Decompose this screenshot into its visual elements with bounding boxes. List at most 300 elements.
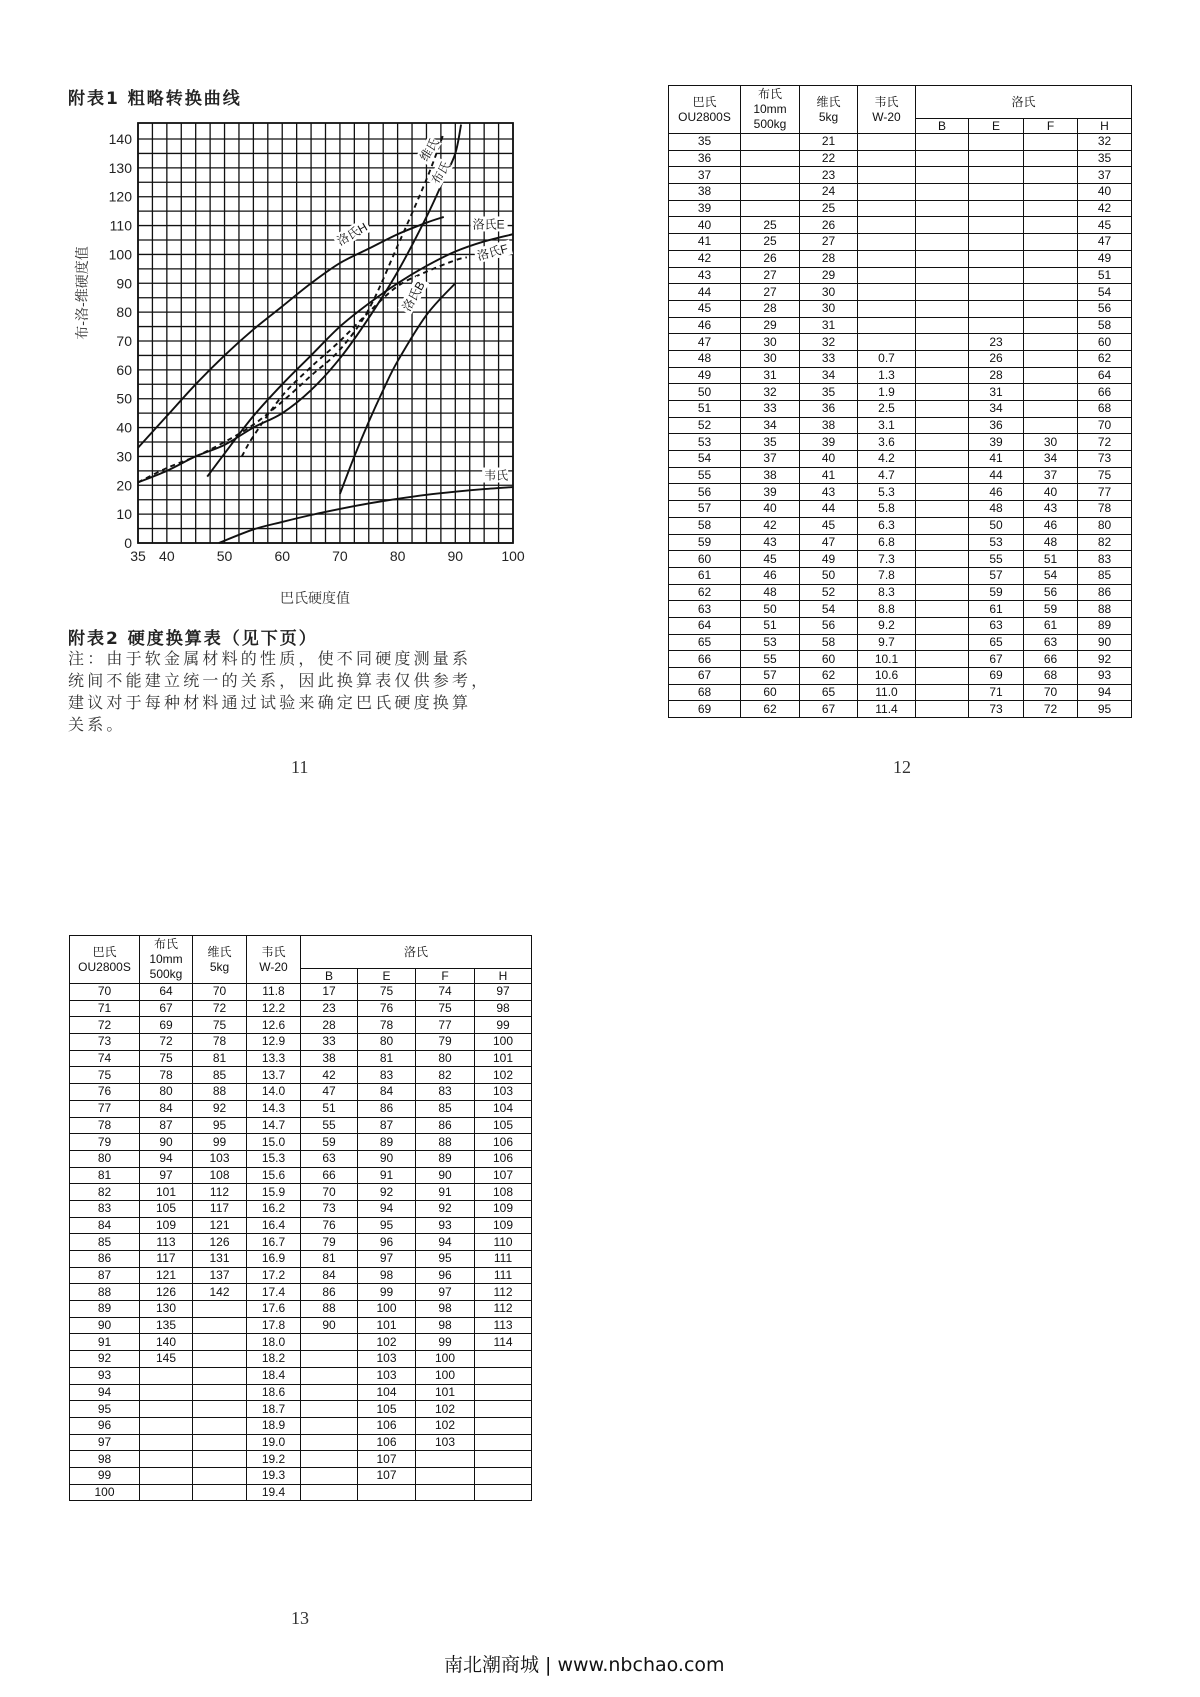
table-cell: 80: [140, 1084, 193, 1101]
table-cell: 96: [70, 1417, 140, 1434]
table-cell: 27: [741, 267, 800, 284]
table-row: [70, 1050, 532, 1067]
table-row: [669, 367, 1132, 384]
table-cell: [475, 1351, 532, 1368]
header-rockwell-e: E: [969, 119, 1024, 134]
table-cell: 98: [416, 1317, 475, 1334]
table-cell: 11.4: [858, 701, 916, 718]
table-cell: 71: [969, 684, 1024, 701]
table-cell: [193, 1367, 247, 1384]
table-cell: 68: [1024, 668, 1078, 685]
table-row: [70, 1134, 532, 1151]
table-cell: 94: [1078, 684, 1132, 701]
table-cell: 86: [70, 1251, 140, 1268]
table-cell: 78: [1078, 501, 1132, 518]
table-cell: 71: [70, 1000, 140, 1017]
table-cell: 16.2: [247, 1200, 301, 1217]
table-cell: 88: [193, 1084, 247, 1101]
table-cell: [140, 1384, 193, 1401]
table-cell: 99: [416, 1334, 475, 1351]
table-cell: 0.7: [858, 350, 916, 367]
table-cell: 50: [800, 567, 858, 584]
table-cell: 40: [741, 501, 800, 518]
table-cell: [969, 217, 1024, 234]
table-cell: [969, 200, 1024, 217]
note-line: 关系。: [68, 715, 126, 734]
table-cell: 102: [358, 1334, 416, 1351]
table-row: [669, 300, 1132, 317]
y-tick-label: 100: [108, 246, 132, 263]
table-cell: 103: [358, 1367, 416, 1384]
table-cell: 59: [301, 1134, 358, 1151]
x-axis-label: 巴氏硬度值: [280, 591, 350, 607]
table-cell: [1024, 184, 1078, 201]
table-cell: [193, 1467, 247, 1484]
table-cell: [193, 1451, 247, 1468]
table-row: [70, 1301, 532, 1318]
table-row: [669, 601, 1132, 618]
table-cell: [858, 167, 916, 184]
table-row: [70, 1451, 532, 1468]
table-cell: 112: [475, 1301, 532, 1318]
table-cell: 70: [193, 984, 247, 1001]
table-cell: 96: [416, 1267, 475, 1284]
header-rockwell-h: H: [475, 969, 532, 984]
table-cell: 9.7: [858, 634, 916, 651]
table-cell: 102: [416, 1417, 475, 1434]
table-title: 附表2 硬度换算表（见下页）: [68, 629, 318, 649]
table-cell: [916, 551, 969, 568]
table-row: [70, 1184, 532, 1201]
table-cell: 126: [193, 1234, 247, 1251]
x-tick-label: 35: [130, 548, 146, 564]
table-cell: [916, 384, 969, 401]
table-row: [669, 334, 1132, 351]
table-cell: [193, 1484, 247, 1501]
table-cell: 40: [1078, 184, 1132, 201]
table-cell: 80: [1078, 517, 1132, 534]
table-cell: 49: [669, 367, 741, 384]
table-cell: 78: [140, 1067, 193, 1084]
table-cell: 47: [301, 1084, 358, 1101]
table-cell: 88: [70, 1284, 140, 1301]
table-cell: 39: [969, 434, 1024, 451]
table-cell: [140, 1417, 193, 1434]
table-cell: [916, 401, 969, 418]
table-cell: 51: [1078, 267, 1132, 284]
table-cell: 70: [1078, 417, 1132, 434]
table-cell: 111: [475, 1251, 532, 1268]
table-cell: [916, 284, 969, 301]
table-cell: 80: [70, 1150, 140, 1167]
table-row: [669, 434, 1132, 451]
table-cell: 98: [70, 1451, 140, 1468]
table-cell: 92: [1078, 651, 1132, 668]
table-cell: 6.3: [858, 517, 916, 534]
table-cell: 86: [301, 1284, 358, 1301]
table-cell: [916, 417, 969, 434]
table-cell: 89: [416, 1150, 475, 1167]
table-cell: 101: [416, 1384, 475, 1401]
table-cell: 81: [358, 1050, 416, 1067]
table-row: [669, 217, 1132, 234]
table-cell: 68: [1078, 401, 1132, 418]
table-cell: 84: [358, 1084, 416, 1101]
table-cell: 68: [669, 684, 741, 701]
table-cell: 91: [416, 1184, 475, 1201]
table-cell: 92: [358, 1184, 416, 1201]
table-cell: 14.0: [247, 1084, 301, 1101]
table-cell: 16.9: [247, 1251, 301, 1268]
table-row: [70, 1334, 532, 1351]
table-cell: 92: [193, 1100, 247, 1117]
table-row: [669, 250, 1132, 267]
table-cell: 3.6: [858, 434, 916, 451]
table-cell: 67: [969, 651, 1024, 668]
table-cell: 100: [475, 1034, 532, 1051]
table-cell: 62: [669, 584, 741, 601]
table-row: [70, 1000, 532, 1017]
table-cell: 7.8: [858, 567, 916, 584]
table-cell: 61: [969, 601, 1024, 618]
table-cell: 75: [358, 984, 416, 1001]
table-cell: 10.1: [858, 651, 916, 668]
table-cell: 70: [70, 984, 140, 1001]
table-row: [669, 584, 1132, 601]
table-cell: [969, 184, 1024, 201]
table-cell: 85: [70, 1234, 140, 1251]
table-cell: 69: [969, 668, 1024, 685]
table-row: [669, 167, 1132, 184]
table-cell: 45: [669, 300, 741, 317]
table-cell: [416, 1484, 475, 1501]
table-cell: 90: [416, 1167, 475, 1184]
table-cell: 42: [669, 250, 741, 267]
table-cell: 52: [669, 417, 741, 434]
table-cell: 87: [140, 1117, 193, 1134]
table-cell: [1024, 217, 1078, 234]
y-tick-label: 30: [116, 448, 132, 465]
table-cell: [140, 1484, 193, 1501]
table-cell: 50: [969, 517, 1024, 534]
table-cell: 97: [416, 1284, 475, 1301]
table-cell: 54: [669, 451, 741, 468]
table-cell: [741, 167, 800, 184]
table-row: [669, 384, 1132, 401]
table-cell: 44: [800, 501, 858, 518]
table-row: [669, 150, 1132, 167]
table-row: [70, 1017, 532, 1034]
table-cell: 83: [70, 1200, 140, 1217]
table-cell: 49: [800, 551, 858, 568]
table-cell: 49: [1078, 250, 1132, 267]
table-cell: 75: [193, 1017, 247, 1034]
table-cell: 35: [1078, 150, 1132, 167]
table-cell: [1024, 200, 1078, 217]
table-cell: 61: [669, 567, 741, 584]
table-cell: 84: [301, 1267, 358, 1284]
table-cell: 117: [193, 1200, 247, 1217]
table-cell: 106: [358, 1434, 416, 1451]
table-cell: 35: [800, 384, 858, 401]
table-cell: [140, 1434, 193, 1451]
table-cell: 57: [669, 501, 741, 518]
table-cell: 43: [669, 267, 741, 284]
table-cell: 93: [70, 1367, 140, 1384]
table-cell: 39: [800, 434, 858, 451]
table-cell: 93: [1078, 668, 1132, 685]
table-cell: 100: [358, 1301, 416, 1318]
table-cell: 77: [70, 1100, 140, 1117]
x-tick-label: 100: [501, 548, 525, 564]
table-cell: 109: [475, 1200, 532, 1217]
table-cell: 107: [358, 1467, 416, 1484]
table-cell: [858, 334, 916, 351]
table-cell: 72: [140, 1034, 193, 1051]
table-cell: 100: [70, 1484, 140, 1501]
table-row: [669, 284, 1132, 301]
table-cell: 38: [741, 467, 800, 484]
table-cell: 40: [800, 451, 858, 468]
table-cell: 24: [800, 184, 858, 201]
table-cell: 31: [741, 367, 800, 384]
table-cell: [475, 1367, 532, 1384]
table-cell: 48: [969, 501, 1024, 518]
table-cell: 72: [1024, 701, 1078, 718]
table-cell: 31: [800, 317, 858, 334]
table-cell: 18.9: [247, 1417, 301, 1434]
table-cell: 70: [301, 1184, 358, 1201]
table-cell: 55: [669, 467, 741, 484]
table-cell: 112: [193, 1184, 247, 1201]
table-cell: 29: [800, 267, 858, 284]
table-cell: 95: [358, 1217, 416, 1234]
table-cell: [193, 1417, 247, 1434]
y-tick-label: 50: [116, 390, 132, 407]
table-cell: 37: [669, 167, 741, 184]
table-cell: 121: [193, 1217, 247, 1234]
table-cell: 102: [475, 1067, 532, 1084]
table-cell: 121: [140, 1267, 193, 1284]
table-cell: 105: [475, 1117, 532, 1134]
table-cell: 72: [1078, 434, 1132, 451]
table-cell: 59: [969, 584, 1024, 601]
table-cell: [140, 1367, 193, 1384]
table-row: [669, 417, 1132, 434]
conversion-table-page-13: [69, 935, 532, 1501]
table-cell: 14.3: [247, 1100, 301, 1117]
table-cell: 106: [475, 1134, 532, 1151]
table-cell: 140: [140, 1334, 193, 1351]
table-cell: [1024, 250, 1078, 267]
table-cell: [916, 701, 969, 718]
table-row: [70, 984, 532, 1001]
table-cell: 51: [741, 617, 800, 634]
table-cell: [1024, 267, 1078, 284]
table-cell: [858, 300, 916, 317]
table-cell: [301, 1484, 358, 1501]
table-cell: [969, 267, 1024, 284]
table-cell: 69: [140, 1017, 193, 1034]
table-cell: [858, 267, 916, 284]
table-cell: 60: [1078, 334, 1132, 351]
table-cell: 18.2: [247, 1351, 301, 1368]
table-cell: 65: [669, 634, 741, 651]
table-cell: [916, 451, 969, 468]
table-cell: 73: [969, 701, 1024, 718]
table-cell: 6.8: [858, 534, 916, 551]
table-row: [669, 184, 1132, 201]
table-cell: 98: [475, 1000, 532, 1017]
table-cell: 79: [416, 1034, 475, 1051]
table-cell: 33: [301, 1034, 358, 1051]
table-cell: 84: [70, 1217, 140, 1234]
table-cell: [858, 284, 916, 301]
table-cell: 90: [70, 1317, 140, 1334]
table-row: [669, 668, 1132, 685]
table-cell: [301, 1334, 358, 1351]
table-cell: 65: [800, 684, 858, 701]
note-line: 统间不能建立统一的关系，因此换算表仅供参考，: [68, 671, 491, 690]
x-tick-label: 60: [274, 548, 291, 564]
table-cell: 99: [193, 1134, 247, 1151]
table-cell: 56: [1078, 300, 1132, 317]
table-cell: [193, 1434, 247, 1451]
table-cell: [1024, 317, 1078, 334]
table-cell: 66: [669, 651, 741, 668]
table-cell: 30: [741, 350, 800, 367]
table-cell: 19.4: [247, 1484, 301, 1501]
header-brinell: 布氏 10mm 500kg: [140, 936, 193, 984]
table-cell: 5.8: [858, 501, 916, 518]
table-cell: 16.7: [247, 1234, 301, 1251]
table-cell: 64: [1078, 367, 1132, 384]
header-rockwell-f: F: [1024, 119, 1078, 134]
table-cell: 54: [1024, 567, 1078, 584]
header-rockwell-e: E: [358, 969, 416, 984]
y-tick-label: 90: [116, 275, 132, 292]
table-cell: [301, 1367, 358, 1384]
table-cell: 17.6: [247, 1301, 301, 1318]
table-cell: 53: [741, 634, 800, 651]
table-cell: 55: [741, 651, 800, 668]
table-cell: 85: [416, 1100, 475, 1117]
table-cell: 73: [70, 1034, 140, 1051]
table-cell: [1024, 367, 1078, 384]
x-tick-label: 80: [389, 548, 406, 564]
table-cell: 34: [1024, 451, 1078, 468]
table-cell: 38: [301, 1050, 358, 1067]
table-cell: 75: [140, 1050, 193, 1067]
table-cell: 100: [416, 1367, 475, 1384]
table-cell: [916, 668, 969, 685]
table-cell: 79: [301, 1234, 358, 1251]
table-cell: 42: [1078, 200, 1132, 217]
table-cell: 75: [416, 1000, 475, 1017]
table-row: [70, 1484, 532, 1501]
y-tick-label: 140: [108, 131, 132, 147]
table-cell: 67: [669, 668, 741, 685]
table-cell: 108: [475, 1184, 532, 1201]
table-row: [70, 1284, 532, 1301]
header-webster: 韦氏 W-20: [247, 936, 301, 984]
table-cell: 1.3: [858, 367, 916, 384]
table-row: [669, 401, 1132, 418]
chart-title: 附表1 粗略转换曲线: [68, 89, 242, 109]
table-cell: 40: [1024, 484, 1078, 501]
table-cell: 76: [70, 1084, 140, 1101]
table-cell: 8.3: [858, 584, 916, 601]
table-cell: 17.8: [247, 1317, 301, 1334]
table-cell: 41: [800, 467, 858, 484]
table-cell: [858, 234, 916, 251]
table-cell: [916, 501, 969, 518]
table-cell: 74: [416, 984, 475, 1001]
table-cell: 90: [301, 1317, 358, 1334]
table-row: [669, 617, 1132, 634]
table-cell: 109: [475, 1217, 532, 1234]
table-cell: 43: [1024, 501, 1078, 518]
y-tick-label: 70: [116, 333, 132, 349]
table-cell: 99: [475, 1017, 532, 1034]
table-cell: 48: [669, 350, 741, 367]
table-cell: 110: [475, 1234, 532, 1251]
table-cell: 12.6: [247, 1017, 301, 1034]
table-row: [669, 567, 1132, 584]
table-cell: 82: [70, 1184, 140, 1201]
table-cell: 27: [800, 234, 858, 251]
table-row: [669, 634, 1132, 651]
table-cell: 142: [193, 1284, 247, 1301]
table-cell: 46: [741, 567, 800, 584]
table-cell: [916, 200, 969, 217]
table-cell: [1024, 150, 1078, 167]
table-cell: 48: [741, 584, 800, 601]
x-tick-label: 90: [447, 548, 464, 564]
table-row: [70, 1317, 532, 1334]
table-cell: [193, 1351, 247, 1368]
table-row: [70, 1434, 532, 1451]
y-tick-label: 130: [108, 159, 132, 176]
table-cell: 83: [1078, 551, 1132, 568]
table-cell: 101: [475, 1050, 532, 1067]
table-cell: [916, 334, 969, 351]
table-cell: 86: [358, 1100, 416, 1117]
table-cell: 18.0: [247, 1334, 301, 1351]
table-cell: 32: [800, 334, 858, 351]
table-cell: 108: [193, 1167, 247, 1184]
table-cell: 44: [969, 467, 1024, 484]
table-cell: 35: [669, 134, 741, 151]
table-row: [669, 267, 1132, 284]
table-cell: [475, 1467, 532, 1484]
table-row: [669, 200, 1132, 217]
series-label: 洛氏E: [472, 217, 505, 232]
table-cell: 5.3: [858, 484, 916, 501]
table-cell: 28: [800, 250, 858, 267]
table-cell: 23: [301, 1000, 358, 1017]
x-tick-label: 70: [332, 548, 348, 564]
table-cell: 88: [1078, 601, 1132, 618]
y-tick-label: 10: [116, 506, 132, 523]
table-cell: 38: [800, 417, 858, 434]
y-tick-label: 0: [124, 535, 132, 551]
table-cell: 51: [301, 1100, 358, 1117]
table-cell: 107: [475, 1167, 532, 1184]
header-vickers: 维氏 5kg: [800, 86, 858, 134]
page-number-13: 13: [291, 1608, 309, 1628]
table-cell: [858, 200, 916, 217]
